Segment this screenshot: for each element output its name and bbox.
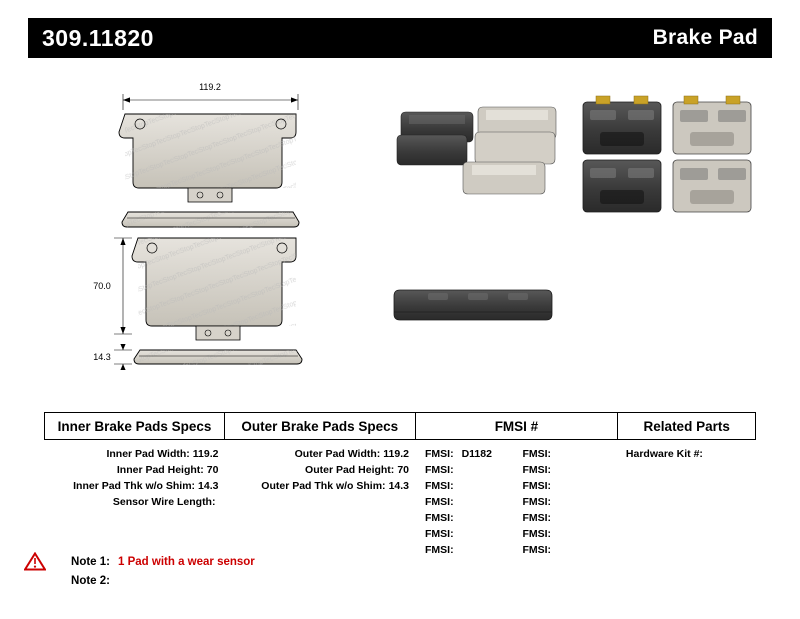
fmsi-label: FMSI: <box>522 464 552 476</box>
list-item <box>522 494 613 510</box>
fmsi-label: FMSI: <box>425 480 454 492</box>
fmsi-value <box>551 480 559 492</box>
fmsi-label: FMSI: <box>425 544 454 556</box>
spec-label: Outer Pad Height: <box>305 464 395 476</box>
spec-value: 70 <box>206 464 219 476</box>
header-inner-specs: Inner Brake Pads Specs <box>45 413 225 440</box>
fmsi-label: FMSI: <box>522 448 552 460</box>
note-row-1 <box>52 552 472 571</box>
fmsi-value <box>454 496 462 508</box>
cell-outer-specs <box>224 440 415 569</box>
list-item <box>51 478 219 494</box>
list-item <box>425 478 516 494</box>
list-item <box>51 462 219 478</box>
document-header <box>28 18 772 58</box>
dimension-height <box>114 238 132 334</box>
dimension-width-label: 119.2 <box>199 82 221 92</box>
spec-value: 14.3 <box>198 480 219 492</box>
fmsi-value <box>551 464 559 476</box>
fmsi-label: FMSI: <box>425 512 454 524</box>
list-item <box>626 446 750 462</box>
fmsi-value <box>551 544 559 556</box>
note-2-label: Note 2: <box>71 574 110 587</box>
pad-photo-group-right <box>583 96 751 212</box>
spec-value: 70 <box>397 464 409 476</box>
list-item <box>522 526 613 542</box>
fmsi-label: FMSI: <box>522 528 552 540</box>
list-item <box>51 494 219 510</box>
table-header-row <box>45 413 756 440</box>
fmsi-value <box>551 528 559 540</box>
fmsi-label: FMSI: <box>522 512 552 524</box>
pad-edge-view-top <box>122 212 299 228</box>
spec-label: Outer Pad Thk w/o Shim: <box>261 480 386 492</box>
fmsi-value: D1182 <box>461 448 492 460</box>
list-item <box>230 462 409 478</box>
list-item <box>230 446 409 462</box>
spec-value: 119.2 <box>383 448 409 460</box>
spec-label: Outer Pad Width: <box>294 448 381 460</box>
header-related-parts: Related Parts <box>618 413 756 440</box>
table-body-row <box>45 440 756 569</box>
specifications-table <box>44 412 756 568</box>
list-item <box>522 446 613 462</box>
pad-edge-view-bottom <box>134 350 302 365</box>
pad-photo-edge-view <box>394 290 552 320</box>
list-item <box>522 542 613 558</box>
note-1-text: 1 Pad with a wear sensor <box>118 555 255 568</box>
note-row-2 <box>52 571 472 590</box>
list-item <box>51 446 219 462</box>
outer-specs-list <box>224 440 415 504</box>
header-fmsi: FMSI # <box>415 413 618 440</box>
fmsi-value <box>551 448 559 460</box>
fmsi-value <box>454 528 462 540</box>
part-number: 309.11820 <box>42 24 154 51</box>
pad-photo-group-center <box>397 107 556 194</box>
dimension-height-label: 70.0 <box>93 281 111 291</box>
header-outer-specs: Outer Brake Pads Specs <box>224 413 415 440</box>
cell-inner-specs <box>45 440 225 569</box>
fmsi-value <box>454 464 462 476</box>
fmsi-label: FMSI: <box>425 496 454 508</box>
spec-label: Inner Pad Thk w/o Shim: <box>73 480 196 492</box>
fmsi-value <box>551 496 559 508</box>
inner-specs-list <box>45 440 225 520</box>
spec-value <box>215 496 218 508</box>
list-item <box>425 510 516 526</box>
spec-value: 14.3 <box>388 480 409 492</box>
pad-front-view-top <box>119 114 296 202</box>
list-item <box>425 494 516 510</box>
list-item <box>230 478 409 494</box>
note-1-label: Note 1: <box>71 555 110 568</box>
spec-label: Inner Pad Height: <box>116 464 204 476</box>
list-item <box>522 462 613 478</box>
dimension-width <box>123 94 298 110</box>
fmsi-label: FMSI: <box>522 496 552 508</box>
fmsi-value <box>454 512 462 524</box>
dimension-thickness-label: 14.3 <box>93 352 111 362</box>
list-item <box>425 462 516 478</box>
fmsi-grid <box>415 440 618 568</box>
spec-label: Sensor Wire Length: <box>112 496 216 508</box>
cell-fmsi <box>415 440 618 569</box>
fmsi-label: FMSI: <box>522 480 552 492</box>
fmsi-label: FMSI: <box>425 448 454 460</box>
dimension-thickness <box>114 344 132 370</box>
warning-icon <box>24 552 46 571</box>
list-item <box>522 510 613 526</box>
cell-related-parts <box>618 440 756 569</box>
fmsi-value <box>551 512 559 524</box>
spec-label: Inner Pad Width: <box>106 448 190 460</box>
fmsi-label: FMSI: <box>425 464 454 476</box>
fmsi-value <box>454 480 462 492</box>
spec-value: 119.2 <box>192 448 219 460</box>
list-item <box>425 446 516 462</box>
drawing-area <box>28 62 772 392</box>
fmsi-label: FMSI: <box>522 544 552 556</box>
document-type-label: Brake Pad <box>652 26 758 49</box>
list-item <box>425 526 516 542</box>
related-label: Hardware Kit #: <box>625 448 703 460</box>
pad-front-view-bottom <box>132 238 296 340</box>
notes-section <box>52 552 472 590</box>
fmsi-label: FMSI: <box>425 528 454 540</box>
list-item <box>522 478 613 494</box>
related-parts-list <box>618 440 756 472</box>
